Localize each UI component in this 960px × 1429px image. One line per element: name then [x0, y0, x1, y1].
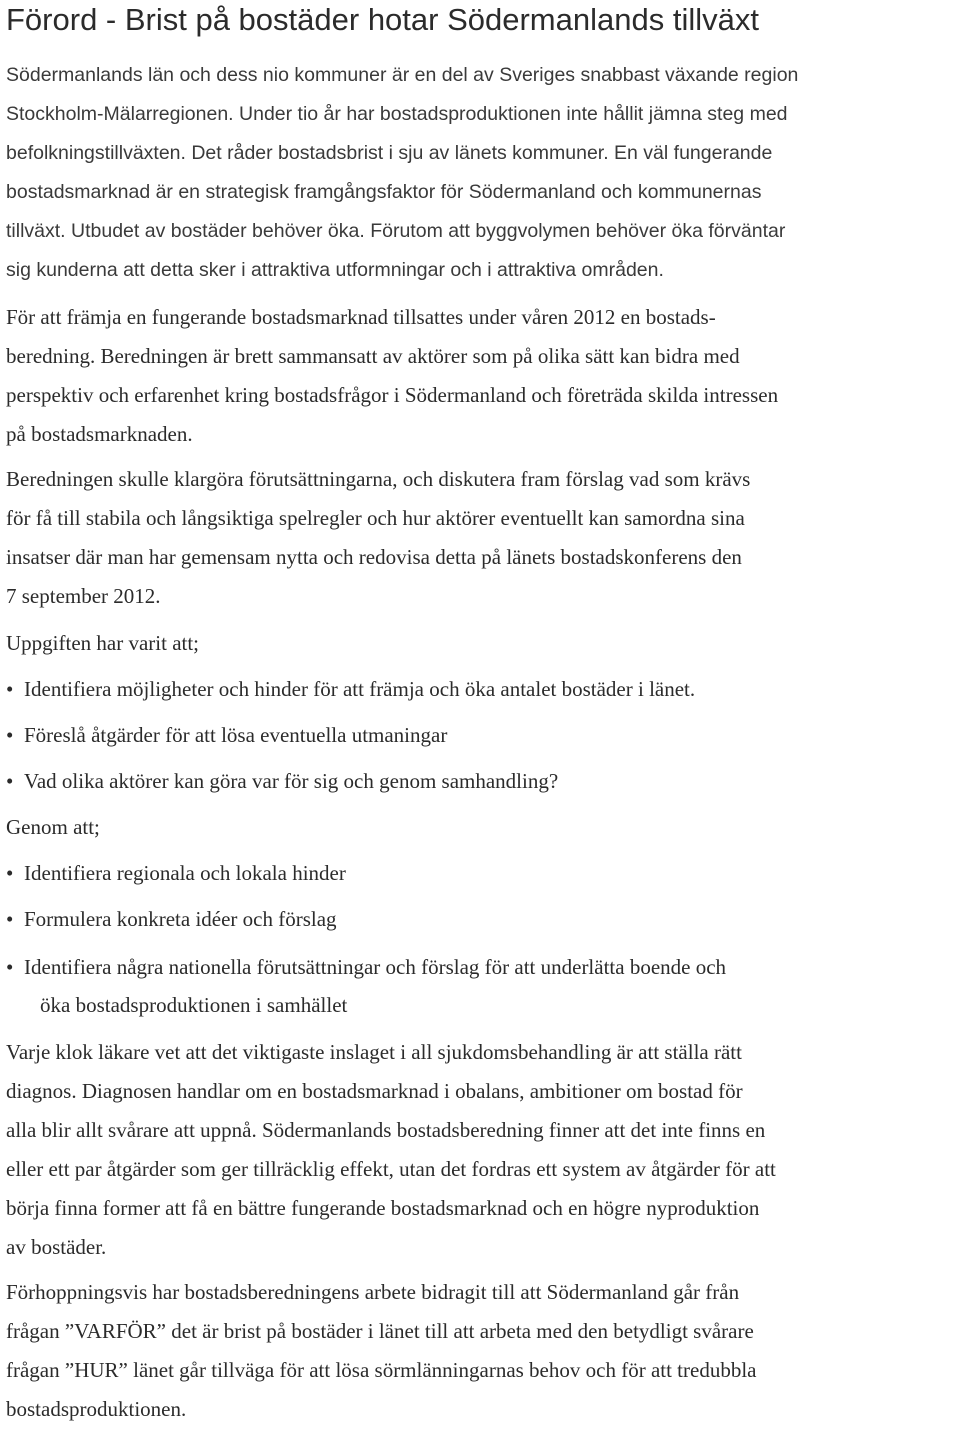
closing-paragraph — [6, 1273, 958, 1429]
text-line: frågan ”HUR” länet går tillväga för att lösa sörmlänningarnas behov och för att tredubbla — [6, 1358, 757, 1382]
diagnosis-paragraph — [6, 1033, 958, 1267]
text-line: bostadsmarknad är en strategisk framgångsfaktor för Södermanland och kommunernas — [6, 181, 762, 203]
means-heading — [6, 808, 958, 847]
list-item-continuation: öka bostadsproduktionen i samhället — [40, 993, 348, 1017]
text-line: diagnos. Diagnosen handlar om en bostadsmarknad i obalans, ambitioner om bostad för — [6, 1079, 743, 1103]
page-title: Förord - Brist på bostäder hotar Södermanlands tillväxt — [6, 2, 759, 37]
bullet-icon: • — [6, 769, 14, 793]
text-line: Beredningen skulle klargöra förutsättningarna, och diskutera fram förslag vad som krävs — [6, 467, 751, 491]
text-line: sig kunderna att detta sker i attraktiva utformningar och i attraktiva områden. — [6, 259, 664, 281]
text-line: perspektiv och erfarenhet kring bostadsfrågor i Södermanland och företräda skilda intressen — [6, 383, 779, 407]
text-line: Södermanlands län och dess nio kommuner är en del av Sveriges snabbast växande region — [6, 64, 799, 86]
text-line: befolkningstillväxten. Det råder bostadsbrist i sju av länets kommuner. En väl fungerande — [6, 142, 773, 164]
text-line: av bostäder. — [6, 1235, 107, 1259]
text-line: Varje klok läkare vet att det viktigaste inslaget i all sjukdomsbehandling är att ställa rätt — [6, 1040, 742, 1064]
text-line: Förhoppningsvis har bostadsberedningens arbete bidragit till att Södermanland går från — [6, 1280, 740, 1304]
text-line: för få till stabila och långsiktiga spelregler och hur aktörer eventuellt kan samordna sina — [6, 506, 745, 530]
text-line: För att främja en fungerande bostadsmarknad tillsattes under våren 2012 en bostads- — [6, 305, 716, 329]
list-item-text: Vad olika aktörer kan göra var för sig och genom samhandling? — [24, 769, 559, 793]
task-heading — [6, 624, 958, 663]
text-line: eller ett par åtgärder som ger tillräcklig effekt, utan det fordras ett system av åtgärder för att — [6, 1157, 776, 1181]
bullet-icon: • — [6, 955, 14, 979]
text-line: beredning. Beredningen är brett sammansatt av aktörer som på olika sätt kan bidra med — [6, 344, 740, 368]
list-item-text: Formulera konkreta idéer och förslag — [24, 907, 337, 931]
text-line: alla blir allt svårare att uppnå. Södermanlands bostadsberedning finner att det inte finns en — [6, 1118, 766, 1142]
list-item-text: Identifiera möjligheter och hinder för att främja och öka antalet bostäder i länet. — [24, 677, 696, 701]
mandate-paragraph — [6, 460, 958, 616]
bullet-icon: • — [6, 723, 14, 747]
text-line: tillväxt. Utbudet av bostäder behöver öka. Förutom att byggvolymen behöver öka förväntar — [6, 220, 786, 242]
text-line: frågan ”VARFÖR” det är brist på bostäder i länet till att arbeta med den betydligt svårare — [6, 1319, 754, 1343]
bullet-icon: • — [6, 861, 14, 885]
intro-paragraph — [6, 56, 958, 290]
text-line: 7 september 2012. — [6, 584, 161, 608]
list-item-text: Föreslå åtgärder för att lösa eventuella utmaningar — [24, 723, 448, 747]
bullet-icon: • — [6, 677, 14, 701]
text-line: insatser där man har gemensam nytta och redovisa detta på länets bostadskonferens den — [6, 545, 742, 569]
committee-paragraph — [6, 298, 958, 454]
text-line: på bostadsmarknaden. — [6, 422, 193, 446]
text-line: Stockholm-Mälarregionen. Under tio år har bostadsproduktionen inte hållit jämna steg med — [6, 103, 788, 125]
list-item-text: Identifiera några nationella förutsättningar och förslag för att underlätta boende och — [24, 955, 727, 979]
means-heading-text: Genom att; — [6, 815, 100, 839]
task-heading-text: Uppgiften har varit att; — [6, 631, 200, 655]
text-line: börja finna former att få en bättre fungerande bostadsmarknad och en högre nyproduktion — [6, 1196, 760, 1220]
text-line: bostadsproduktionen. — [6, 1397, 187, 1421]
list-item-text: Identifiera regionala och lokala hinder — [24, 861, 346, 885]
bullet-icon: • — [6, 907, 14, 931]
